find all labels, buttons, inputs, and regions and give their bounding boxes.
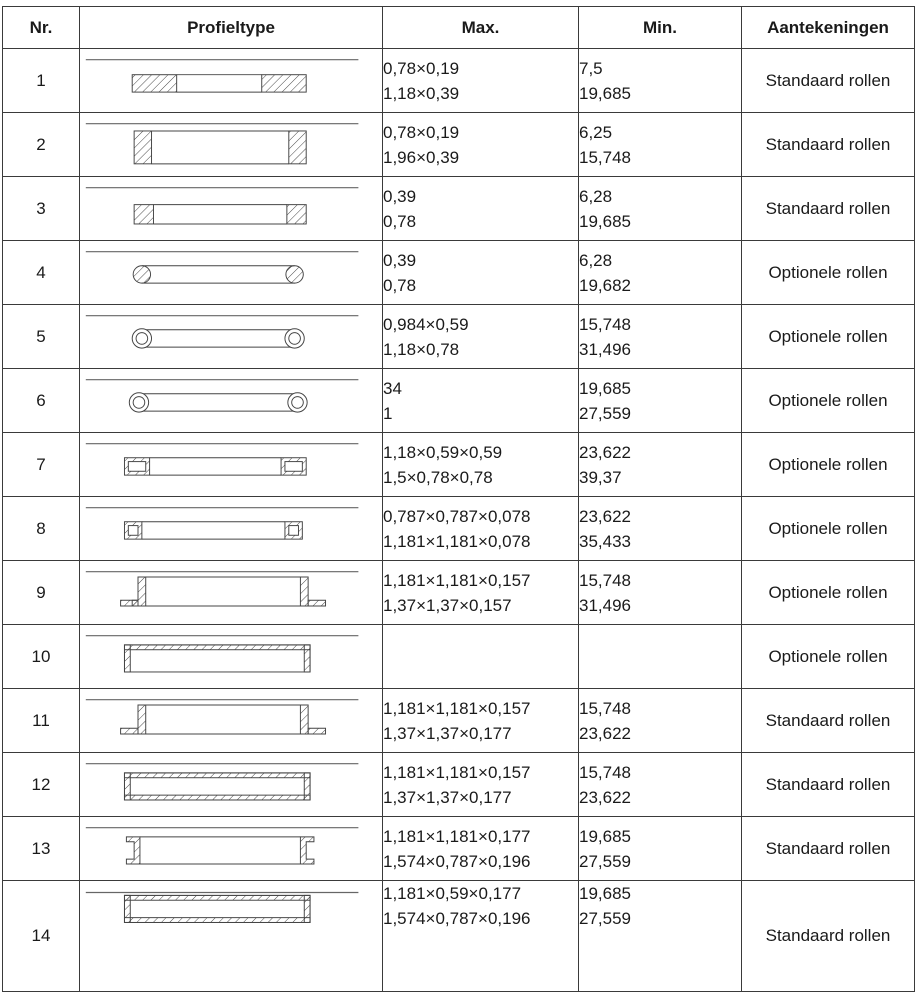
notes-cell: Standaard rollen xyxy=(742,817,915,881)
max-value-line-1: 1,181×0,59×0,177 xyxy=(383,884,522,903)
row-number: 12 xyxy=(3,753,80,817)
profile-cell xyxy=(80,433,383,497)
min-value-line-2: 19,685 xyxy=(579,83,631,103)
tee-profile-icon xyxy=(80,689,370,752)
max-value-line-2: 1,574×0,787×0,196 xyxy=(383,851,531,871)
min-value-line-2: 35,433 xyxy=(579,531,631,551)
profile-cell xyxy=(80,753,383,817)
max-value-cell xyxy=(383,625,579,689)
table-row xyxy=(3,433,915,497)
max-value-cell xyxy=(383,497,579,561)
min-value-line-2: 27,559 xyxy=(579,403,631,423)
notes-cell: Optionele rollen xyxy=(742,369,915,433)
row-number: 11 xyxy=(3,689,80,753)
min-value-cell xyxy=(579,305,742,369)
tee-flat-profile-icon xyxy=(80,753,370,816)
row-number: 4 xyxy=(3,241,80,305)
max-value-line-2: 1,37×1,37×0,177 xyxy=(383,723,512,743)
min-value-line-2: 31,496 xyxy=(579,339,631,359)
max-value-line-2: 1,37×1,37×0,157 xyxy=(383,595,512,615)
min-value-line-2: 19,685 xyxy=(579,211,631,231)
profile-cell xyxy=(80,689,383,753)
min-value-cell xyxy=(579,561,742,625)
header-max: Max. xyxy=(383,7,579,49)
min-value-line-1: 19,685 xyxy=(579,378,631,398)
max-value-cell xyxy=(383,177,579,241)
table-row xyxy=(3,113,915,177)
channel-profile-icon xyxy=(80,817,370,880)
max-value-line-2: 1,181×1,181×0,078 xyxy=(383,531,531,551)
row-number: 10 xyxy=(3,625,80,689)
row-number: 9 xyxy=(3,561,80,625)
notes-cell: Optionele rollen xyxy=(742,305,915,369)
min-value-cell xyxy=(579,689,742,753)
profile-cell xyxy=(80,817,383,881)
min-value-cell xyxy=(579,497,742,561)
notes-cell: Standaard rollen xyxy=(742,113,915,177)
flat-bar-profile-icon xyxy=(80,49,370,112)
row-number: 13 xyxy=(3,817,80,881)
notes-cell: Optionele rollen xyxy=(742,497,915,561)
table-row xyxy=(3,497,915,561)
max-value-line-2: 1,18×0,78 xyxy=(383,339,460,359)
notes-cell: Standaard rollen xyxy=(742,689,915,753)
max-value-line-2: 0,78 xyxy=(383,211,417,231)
table-row xyxy=(3,369,915,433)
max-value-line-2: 1,18×0,39 xyxy=(383,83,460,103)
profile-cell xyxy=(80,561,383,625)
profile-table xyxy=(2,6,915,992)
header-profile-type: Profieltype xyxy=(80,7,383,49)
min-value-cell xyxy=(579,817,742,881)
min-value-line-1: 23,622 xyxy=(579,506,631,526)
max-value-cell xyxy=(383,817,579,881)
table-row xyxy=(3,305,915,369)
max-value-line-1: 1,181×1,181×0,157 xyxy=(383,698,531,718)
table-row xyxy=(3,689,915,753)
max-value-line-1: 1,181×1,181×0,157 xyxy=(383,762,531,782)
header-nr: Nr. xyxy=(3,7,80,49)
max-value-cell xyxy=(383,753,579,817)
min-value-line-1: 19,685 xyxy=(579,826,631,846)
min-value-line-2: 15,748 xyxy=(579,147,631,167)
max-value-line-1: 1,18×0,59×0,59 xyxy=(383,442,503,462)
profile-cell xyxy=(80,241,383,305)
min-value-cell xyxy=(579,625,742,689)
max-value-line-1: 0,39 xyxy=(383,186,417,206)
max-value-line-1: 34 xyxy=(383,378,402,398)
min-value-cell xyxy=(579,881,742,992)
min-value-line-1: 15,748 xyxy=(579,698,631,718)
notes-cell: Optionele rollen xyxy=(742,561,915,625)
profile-cell xyxy=(80,177,383,241)
max-value-cell xyxy=(383,881,579,992)
notes-cell: Standaard rollen xyxy=(742,177,915,241)
min-value-cell xyxy=(579,49,742,113)
min-value-line-1: 23,622 xyxy=(579,442,631,462)
profile-cell xyxy=(80,369,383,433)
max-value-cell xyxy=(383,241,579,305)
table-row xyxy=(3,561,915,625)
min-value-line-1: 19,685 xyxy=(579,884,631,903)
min-value-cell xyxy=(579,433,742,497)
row-number: 3 xyxy=(3,177,80,241)
max-value-line-2: 1,37×1,37×0,177 xyxy=(383,787,512,807)
max-value-line-2: 1,574×0,787×0,196 xyxy=(383,909,531,928)
min-value-line-2: 31,496 xyxy=(579,595,631,615)
table-header-row xyxy=(3,7,915,49)
max-value-cell xyxy=(383,433,579,497)
notes-cell: Standaard rollen xyxy=(742,753,915,817)
max-value-cell xyxy=(383,369,579,433)
min-value-line-1: 15,748 xyxy=(579,314,631,334)
notes-cell: Standaard rollen xyxy=(742,881,915,992)
notes-cell: Optionele rollen xyxy=(742,625,915,689)
round-tube-profile-icon xyxy=(80,305,370,368)
max-value-line-1: 0,78×0,19 xyxy=(383,58,460,78)
channel-flat-profile-icon xyxy=(80,881,370,991)
min-value-line-2: 23,622 xyxy=(579,723,631,743)
profile-cell xyxy=(80,881,383,992)
rectangular-tube-profile-icon xyxy=(80,433,370,496)
max-value-line-1: 0,984×0,59 xyxy=(383,314,469,334)
row-number: 5 xyxy=(3,305,80,369)
square-tube-profile-icon xyxy=(80,497,370,560)
max-value-line-2: 0,78 xyxy=(383,275,417,295)
min-value-line-1: 6,28 xyxy=(579,186,613,206)
row-number: 6 xyxy=(3,369,80,433)
profile-cell xyxy=(80,497,383,561)
min-value-line-2: 39,37 xyxy=(579,467,622,487)
table-row xyxy=(3,241,915,305)
row-number: 7 xyxy=(3,433,80,497)
row-number: 2 xyxy=(3,113,80,177)
min-value-cell xyxy=(579,369,742,433)
max-value-line-1: 1,181×1,181×0,157 xyxy=(383,570,531,590)
max-value-line-1: 0,78×0,19 xyxy=(383,122,460,142)
row-number: 8 xyxy=(3,497,80,561)
min-value-line-1: 6,28 xyxy=(579,250,613,270)
profile-cell xyxy=(80,113,383,177)
min-value-line-2: 27,559 xyxy=(579,909,631,928)
angle-leg-in-profile-icon xyxy=(80,625,370,688)
header-notes: Aantekeningen xyxy=(742,7,915,49)
profile-cell xyxy=(80,305,383,369)
max-value-cell xyxy=(383,305,579,369)
max-value-line-2: 1,96×0,39 xyxy=(383,147,460,167)
min-value-line-1: 7,5 xyxy=(579,58,603,78)
min-value-cell xyxy=(579,241,742,305)
notes-cell: Optionele rollen xyxy=(742,241,915,305)
row-number: 1 xyxy=(3,49,80,113)
table-row xyxy=(3,817,915,881)
max-value-line-1: 1,181×1,181×0,177 xyxy=(383,826,531,846)
profile-cell xyxy=(80,49,383,113)
table-row xyxy=(3,753,915,817)
min-value-line-1: 6,25 xyxy=(579,122,613,142)
header-min: Min. xyxy=(579,7,742,49)
max-value-line-2: 1 xyxy=(383,403,393,423)
pipe-profile-icon xyxy=(80,369,370,432)
row-number: 14 xyxy=(3,881,80,992)
max-value-line-1: 0,787×0,787×0,078 xyxy=(383,506,531,526)
min-value-line-1: 15,748 xyxy=(579,570,631,590)
min-value-line-1: 15,748 xyxy=(579,762,631,782)
max-value-cell xyxy=(383,561,579,625)
min-value-line-2: 23,622 xyxy=(579,787,631,807)
max-value-cell xyxy=(383,689,579,753)
square-bar-profile-icon xyxy=(80,177,370,240)
min-value-cell xyxy=(579,113,742,177)
round-bar-profile-icon xyxy=(80,241,370,304)
profile-cell xyxy=(80,625,383,689)
flat-bar-edgewise-profile-icon xyxy=(80,113,370,176)
table-row xyxy=(3,177,915,241)
notes-cell: Optionele rollen xyxy=(742,433,915,497)
min-value-line-2: 19,682 xyxy=(579,275,631,295)
max-value-line-2: 1,5×0,78×0,78 xyxy=(383,467,493,487)
table-row xyxy=(3,49,915,113)
min-value-cell xyxy=(579,177,742,241)
max-value-line-1: 0,39 xyxy=(383,250,417,270)
min-value-cell xyxy=(579,753,742,817)
angle-leg-out-profile-icon xyxy=(80,561,370,624)
table-row xyxy=(3,625,915,689)
min-value-line-2: 27,559 xyxy=(579,851,631,871)
max-value-cell xyxy=(383,49,579,113)
notes-cell: Standaard rollen xyxy=(742,49,915,113)
max-value-cell xyxy=(383,113,579,177)
table-row xyxy=(3,881,915,992)
